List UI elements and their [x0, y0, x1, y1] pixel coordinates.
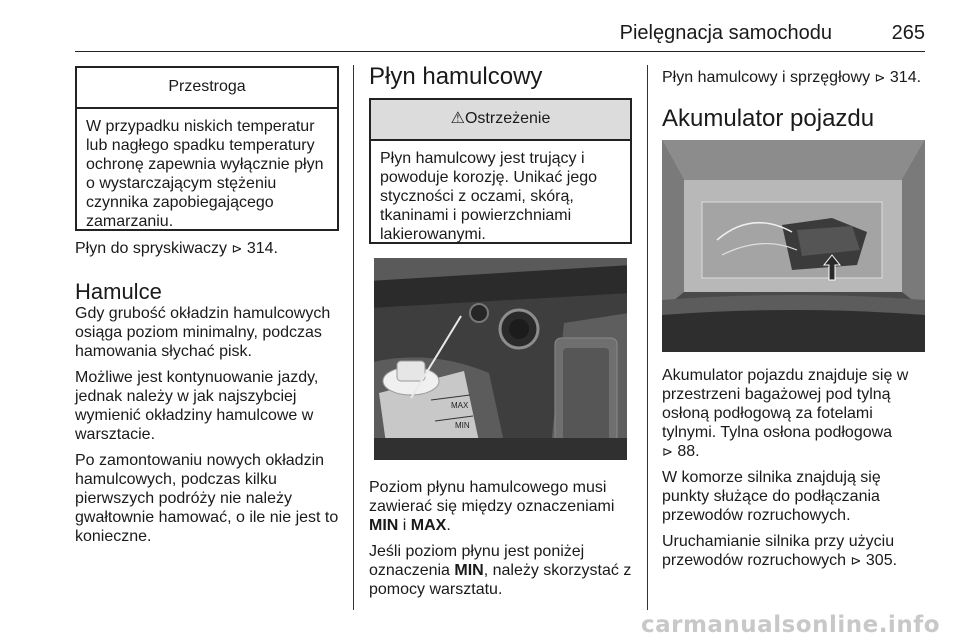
text-line: Po zamontowaniu nowych okładzin [75, 452, 325, 469]
warning-icon: ⚠ [450, 110, 465, 127]
text-line: osiąga poziom minimalny, podczas [75, 324, 322, 341]
text-line: jednak należy w jak najszybciej [75, 388, 297, 405]
text-line: tylnymi. Tylna osłona podłogowa [662, 424, 893, 441]
text-line: styczności z oczami, skórą, [380, 188, 574, 205]
header-rule [75, 51, 925, 52]
max-label: MAX [410, 517, 447, 534]
paragraph [662, 366, 937, 461]
watermark: carmanualsonline.info [640, 612, 940, 638]
section-title: Pielęgnacja samochodu [619, 22, 832, 44]
warning-header [371, 100, 630, 141]
text-line: Gdy grubość okładzin hamulcowych [75, 305, 331, 322]
max-mark-label: MAX [451, 401, 469, 410]
min-mark-label: MIN [455, 421, 470, 430]
column-divider-1 [353, 65, 354, 610]
text-line: pierwszych podróży nie należy [75, 490, 292, 507]
text-line: hamulcowych, podczas kilku [75, 471, 277, 488]
text-fragment: . [446, 517, 451, 534]
paragraph [662, 532, 937, 570]
brakes-heading: Hamulce [75, 279, 162, 304]
page-reference-icon: ⊳ [231, 241, 243, 256]
brake-fluid-text [369, 478, 644, 599]
caution-box [75, 66, 339, 231]
text-line: lakierowanymi. [380, 226, 486, 243]
text-line: czynnika zapobiegającego [86, 194, 274, 211]
text-line: powoduje korozję. Unikać jego [380, 169, 598, 186]
text-line: przestrzeni bagażowej pod tylną [662, 386, 891, 403]
warning-title: Ostrzeżenie [464, 110, 551, 127]
text-fragment: , należy skorzystać z [483, 562, 632, 579]
text-line: ochronę zapewnia wyłącznie płyn [86, 156, 324, 173]
page-reference-icon: ⊳ [850, 553, 862, 568]
text-fragment: oznaczenia [369, 562, 455, 579]
text-line: konieczne. [75, 528, 152, 545]
text-line: zawierać się między oznaczeniami [369, 498, 615, 515]
text-line: Uruchamianie silnika przy użyciu [662, 533, 895, 550]
text-line: W przypadku niskich temperatur [86, 118, 315, 135]
reference-page[interactable]: 314. [246, 240, 278, 257]
warning-box [369, 98, 632, 244]
text-line: przewodów rozruchowych. [662, 507, 851, 524]
text-line: Poziom płynu hamulcowego musi [369, 479, 607, 496]
text-line: osłoną podłogową za fotelami [662, 405, 873, 422]
text-line: hamowania słychać pisk. [75, 343, 252, 360]
min-label: MIN [369, 517, 399, 534]
text-line: warsztacie. [75, 426, 156, 443]
washer-fluid-reference [75, 239, 278, 258]
reference-page[interactable]: 88. [677, 443, 700, 460]
caution-title: Przestroga [77, 68, 337, 109]
brakes-text [75, 304, 350, 546]
text-line: Możliwe jest kontynuowanie jazdy, [75, 369, 319, 386]
warning-text [371, 141, 630, 244]
text-line: tkaninami i powierzchniami [380, 207, 572, 224]
text-line: Akumulator pojazdu znajduje się w [662, 367, 909, 384]
caution-text [77, 109, 337, 231]
paragraph [369, 542, 644, 599]
paragraph [75, 304, 350, 361]
paragraph [75, 368, 350, 444]
reference-text: Płyn do spryskiwaczy [75, 240, 228, 257]
min-label: MIN [454, 562, 484, 579]
text-line: gwałtownie hamować, o ile nie jest to [75, 509, 339, 526]
brake-fluid-heading: Płyn hamulcowy [369, 63, 543, 90]
text-line: o wystarczającym stężeniu [86, 175, 277, 192]
text-line: pomocy warsztatu. [369, 581, 503, 598]
page-header [75, 22, 925, 52]
text-fragment: i [398, 517, 411, 534]
vehicle-battery-text [662, 366, 937, 570]
text-line: Płyn hamulcowy jest trujący i [380, 150, 585, 167]
page-reference-icon: ⊳ [874, 70, 886, 85]
text-line: punkty służące do podłączania [662, 488, 880, 505]
page-number: 265 [891, 22, 925, 44]
page-reference-icon: ⊳ [662, 444, 673, 459]
reference-text: przewodów rozruchowych [662, 552, 847, 569]
text-line: zamarzaniu. [86, 213, 174, 230]
text-line: wymienić okładziny hamulcowe w [75, 407, 314, 424]
paragraph [662, 468, 937, 525]
reference-text: Płyn hamulcowy i sprzęgłowy [662, 69, 871, 86]
text-line: lub nagłego spadku temperatury [86, 137, 315, 154]
vehicle-battery-heading: Akumulator pojazdu [662, 105, 875, 132]
vehicle-battery-photo [662, 140, 925, 352]
brake-clutch-fluid-reference [662, 68, 921, 87]
reference-page[interactable]: 305. [865, 552, 898, 569]
column-divider-2 [647, 65, 648, 610]
paragraph [369, 478, 644, 535]
paragraph [75, 451, 350, 546]
brake-fluid-reservoir-photo [369, 253, 632, 465]
text-line: W komorze silnika znajdują się [662, 469, 881, 486]
text-line: Jeśli poziom płynu jest poniżej [369, 543, 585, 560]
reference-page[interactable]: 314. [889, 69, 922, 86]
